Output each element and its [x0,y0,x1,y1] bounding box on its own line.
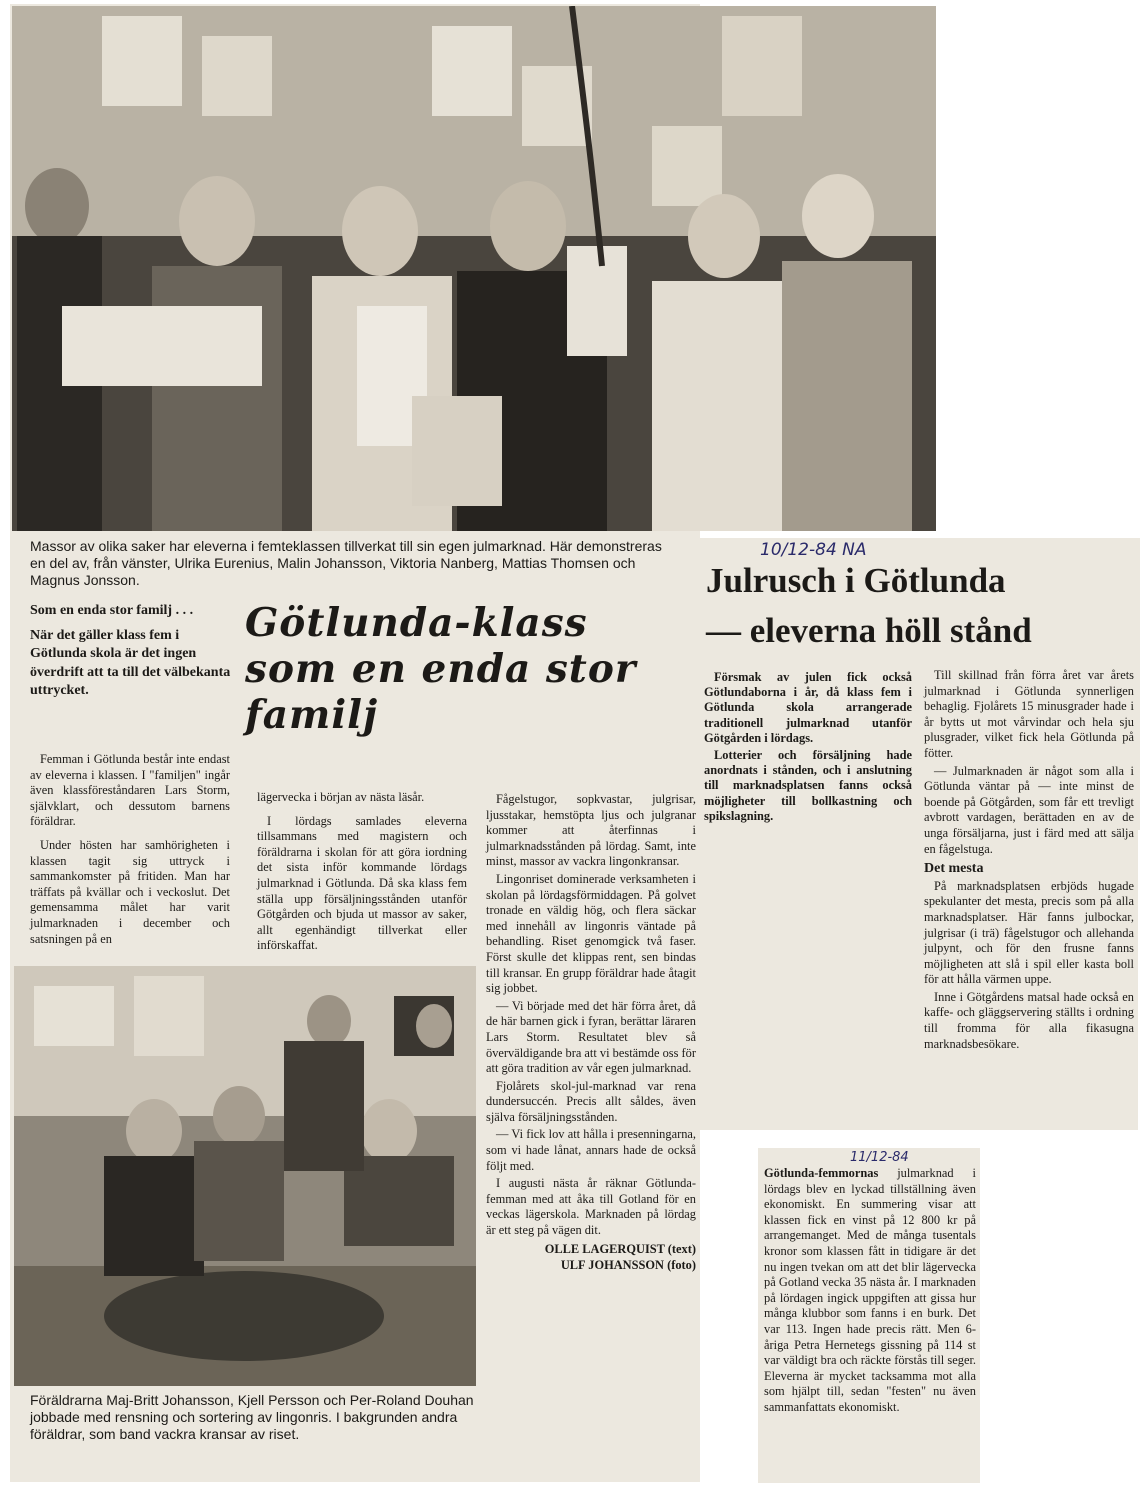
article2-handwritten-date: 10/12-84 NA [760,540,867,560]
article2-headline-line2: — eleverna höll stånd [706,611,1032,650]
byline-photo: ULF JOHANSSON (foto) [560,1257,696,1272]
article2-headline-line1: Julrusch i Götlunda [706,561,1006,600]
article1-col1-p1: Femman i Götlunda består inte endast av eleverna i klassen. I "familjen" ingår även klassföreståndaren Lars Storm, självklart, och dessutom barnens föräldrar. [30,752,230,829]
byline-text: OLLE LAGERQUIST (text) [544,1241,696,1256]
article1-col2-p2: I lördags samlades eleverna tillsammans med magistern och föräldrarna i skolan för att göra iordning det sista inför kommande lördags julmarknad i Götlunda. Då ska klass fem ställa upp försäljningsstånden utanför Götgården och bjuda ut massor av saker, allt egenhändigt tillverkat eller införskaffat. [257,813,467,953]
article1-col3-p1: Fågelstugor, sopkvastar, julgrisar, ljusstakar, hemstöpta ljus och julgranar kommer att återfinnas i julmarknadsstånden på lördag. Samt, inte minst, massor av vackra lingonkransar. [486,792,696,869]
article1-col3-p3: — Vi började med det här förra året, då de här barnen gick i fyran, berättar läraren Lars Storm. Resultatet blev så överväldigande bra att vi bestämde oss för att göra tradition av vår egen julmarknad. [486,998,696,1076]
top-photo-caption: Massor av olika saker har eleverna i femteklassen tillverkat till sin egen julmarknad. Här demonstreras en del av, från vänster, Ulrika Eurenius, Malin Johansson, Viktoria Nanberg, Mattias Thomsen och Magnus Jonsson. [30,538,662,588]
article1-col3-p5: — Vi fick lov att hålla i presenningarna, som vi hade lånat, annars hade de också följt med. [486,1127,696,1173]
article2-right-p2: — Julmarknaden är något som alla i Götlunda väntar på — inte minst de boende på Götgården, som får ett trevligt avbrott vardagen, berättaden en av de unga försäljarna, just i färd med att sälja en fågelstuga. [924,763,1134,856]
top-photo-children [12,6,936,531]
article1-col2-p1: lägervecka i början av nästa läsår. [257,790,425,804]
article2-lead-p1: Försmak av julen fick också Götlundaborna i år, då klass fem i Götlunda skola arrangerade traditionell julmarknad utanför Götgården i lördags. [704,670,912,745]
article2-right-p4: Inne i Götgårdens matsal hade också en kaffe- och gläggservering ställts i ordning till fromma för alla fikasugna marknadsbesökare. [924,989,1134,1051]
article1-column1 [30,752,230,947]
article2-right-p1: Till skillnad från förra året var årets julmarknad i Götlunda synnerligen behaglig. Fjolårets 15 minusgrader hade i år bytts ut mot vårvindar och hela sju plusgrader, vilket fick hela Götlunda på fötter. [924,668,1134,760]
article3-handwritten-date: 11/12-84 [850,1150,909,1165]
article1-column3 [486,792,696,1273]
article1-byline [486,1241,696,1273]
article1-headline: Götlunda-klass som en enda stor familj [245,600,637,738]
article1-col3-p6: I augusti nästa år räknar Götlunda-femman med att åka till Gotland för en veckas lägerskola. Marknaden på lördag är ett steg på vägen dit. [486,1176,696,1238]
article1-col3-p4: Fjolårets skol-jul-marknad var rena dundersuccén. Precis allt såldes, även själva försäljningsstånden. [486,1078,696,1124]
article2-lead-p2: Lotterier och försäljning hade anordnats i stånden, och i anslutning till marknadsplatsen fanns också möjligheter till bollkastning och spikslagning. [704,748,912,823]
article1-lead-line2: När det gäller klass fem i Götlunda skola är det ingen överdrift att ta till det välbekanta uttrycket. [30,627,231,698]
article2-right-p3: På marknadsplatsen erbjöds hugade spekulanter det mesta, precis som på alla marknadsplatser. Här fanns julbockar, julgrisar (i trä) fågelstugor och allehanda julpynt, och för den frusne fanns möjligheten att slå i spil eller kasta boll för att hålla värmen uppe. [924,878,1134,987]
article3-text: julmarknad i lördags blev en lyckad tillställning även ekonomiskt. En summering visar att klassen fick en vinst på 12 800 kr på arrangemanget. Med de många tusentals kronor som klassen fått in tidigare är det nu ingen tvekan om att det blir lägervecka på Gotland vecka 35 nästa år. I marknaden på lördagen ingick uppgiften att gissa hur många klubbor som fanns i en burk. Det var 113. Ingen hade precis rätt. Men 6-åriga Petra Hernetegs gissning på 114 st var väldigt bra och räckte förstås till seger. Eleverna är mycket tacksamma mot alla som hjälpt till, sedan "festen" nu även sammanfattats ekonomiskt. [764,1166,976,1414]
article2-lead [704,670,912,824]
article1-column2 [257,790,467,954]
article2-subhead: Det mesta [924,861,984,877]
article1-col3-p2: Lingonriset dominerade verksamheten i skolan på lördagsförmiddagen. På golvet tronade en väldig hög, och flera säckar med innehåll av lingonris väntade på behandling. Riset genomgick två faser. Först skulle det klippas rent, sen bindas till kransar. En grupp föräldrar hade åtagit sig jobbet. [486,871,696,996]
bottom-photo-caption: Föräldrarna Maj-Britt Johansson, Kjell Persson och Per-Roland Douhan jobbade med rensning och sortering av lingonris. I bakgrunden andra föräldrar, som band vackra kransar av riset. [30,1392,474,1442]
article3-body [764,1166,976,1416]
article3-lead-bold: Götlunda-femmornas [764,1166,879,1180]
article3-paragraph [764,1166,976,1416]
article2-right-column [924,668,1134,1052]
article1-lead-line1: Som en enda stor familj . . . [30,603,194,618]
article1-col1-p2: Under hösten har samhörigheten i klassen tagit sig uttryck i sammankomster på fritiden. Man har träffats på kvällar och i veckoslut. Det gemensamma målet har varit julmarknaden i december och satsningen på en [30,837,230,946]
bottom-photo-parents [14,966,476,1386]
article1-lead [30,602,232,701]
